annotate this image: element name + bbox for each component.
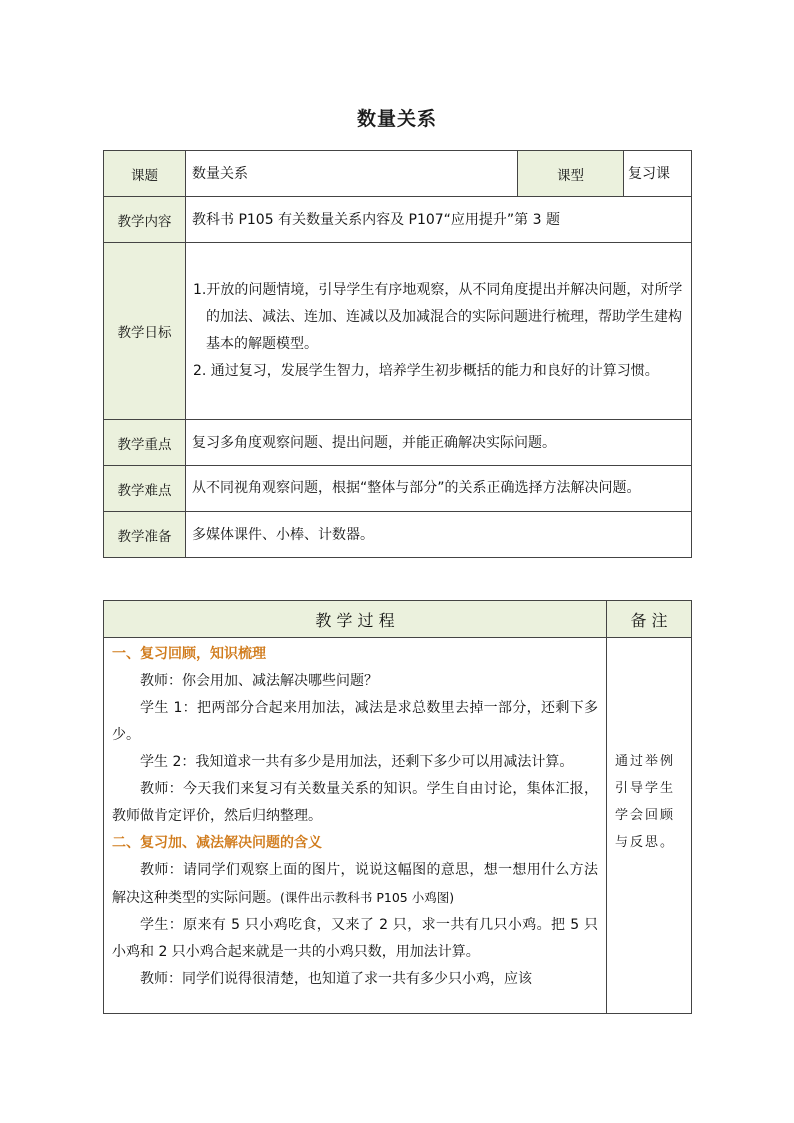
table-row [104, 638, 692, 1014]
key-value: 复习多角度观察问题、提出问题，并能正确解决实际问题。 [186, 420, 692, 466]
paragraph: 学生 1：把两部分合起来用加法，减法是求总数里去掉一部分，还剩下多少。 [112, 700, 598, 743]
table-row [104, 197, 692, 243]
difficulty-value: 从不同视角观察问题，根据“整体与部分”的关系正确选择方法解决问题。 [186, 466, 692, 512]
table-row [104, 466, 692, 512]
paragraph-text: 教师：请同学们观察上面的图片，说说这幅图的意思，想一想用什么方法解决这种类型的实际问题。 [112, 862, 598, 906]
type-label: 课型 [518, 151, 624, 197]
table-row [104, 601, 692, 638]
paragraph: 教师：同学们说得很清楚，也知道了求一共有多少只小鸡，应该 [140, 971, 532, 987]
type-value: 复习课 [624, 151, 692, 197]
page-title: 数量关系 [356, 108, 437, 130]
remark-header: 备 注 [607, 601, 692, 638]
teaching-process-table [103, 600, 692, 1014]
process-header: 教 学 过 程 [104, 601, 607, 638]
content-value: 教科书 P105 有关数量关系内容及 P107“应用提升”第 3 题 [186, 197, 692, 243]
topic-value: 数量关系 [186, 151, 518, 197]
prep-value: 多媒体课件、小棒、计数器。 [186, 512, 692, 558]
goal-item: 2. 通过复习，发展学生智力，培养学生初步概括的能力和良好的计算习惯。 [193, 363, 659, 379]
topic-label: 课题 [104, 151, 186, 197]
paragraph: 教师：今天我们来复习有关数量关系的知识。学生自由讨论，集体汇报，教师做肯定评价，然后归纳整理。 [112, 781, 598, 824]
paragraph: 学生 2：我知道求一共有多少是用加法，还剩下多少可以用减法计算。 [140, 754, 574, 770]
table-row [104, 512, 692, 558]
process-content [104, 638, 607, 1014]
key-label: 教学重点 [104, 420, 186, 466]
paragraph: 学生：原来有 5 只小鸡吃食，又来了 2 只，求一共有几只小鸡。把 5 只小鸡和 2 只小鸡合起来就是一共的小鸡只数，用加法计算。 [112, 917, 598, 960]
section-heading: 一、复习回顾，知识梳理 [112, 646, 266, 662]
table-row [104, 151, 692, 197]
remark-cell [607, 638, 692, 1014]
section-heading: 二、复习加、减法解决问题的含义 [112, 835, 322, 851]
table-row [104, 243, 692, 420]
goals-cell [186, 243, 692, 420]
prep-label: 教学准备 [104, 512, 186, 558]
goal-item: 1.开放的问题情境，引导学生有序地观察，从不同角度提出并解决问题，对所学的加法、减法、连加、连减以及加减混合的实际问题进行梳理，帮助学生建构基本的解题模型。 [193, 282, 683, 352]
goals-label: 教学日标 [104, 243, 186, 420]
courseware-note: (课件出示教科书 P105 小鸡图) [280, 890, 455, 905]
remark-text: 通过举例引导学生学会回顾与反思。 [615, 754, 676, 850]
paragraph: 教师：你会用加、减法解决哪些问题？ [140, 673, 378, 689]
paragraph [112, 857, 598, 912]
difficulty-label: 教学难点 [104, 466, 186, 512]
content-label: 教学内容 [104, 197, 186, 243]
lesson-info-table [103, 150, 692, 558]
table-row [104, 420, 692, 466]
